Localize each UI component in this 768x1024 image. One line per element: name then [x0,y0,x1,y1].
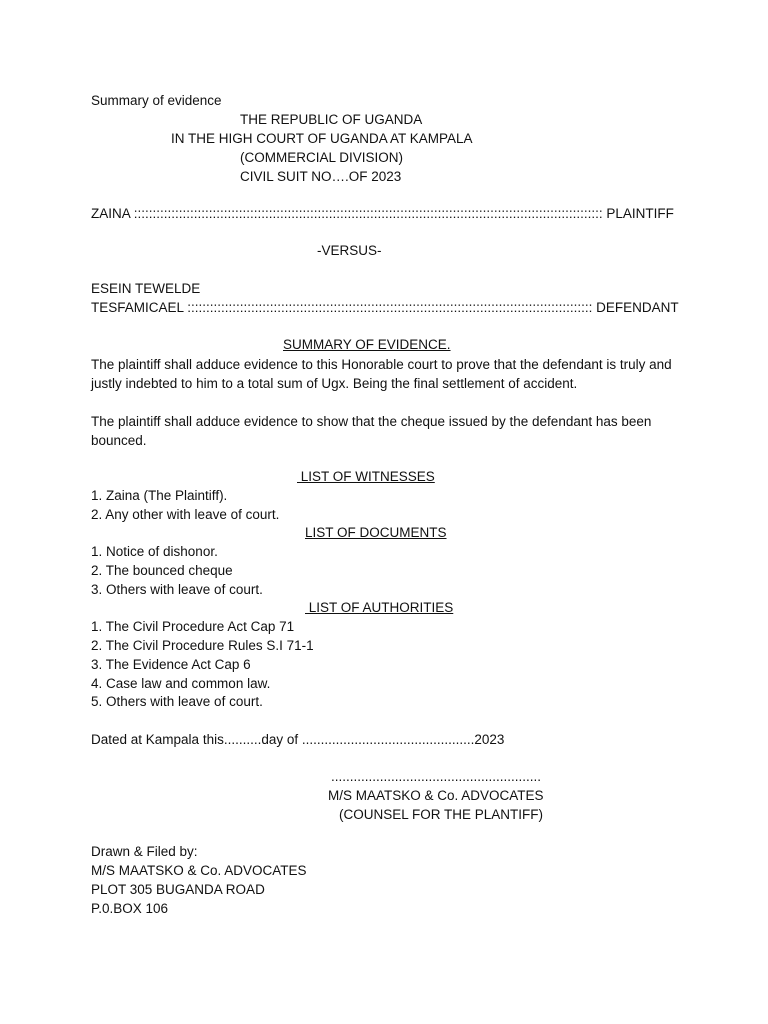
filed-by-label: Drawn & Filed by: [91,844,198,859]
documents-heading: LIST OF DOCUMENTS [305,525,447,540]
authorities-heading: LIST OF AUTHORITIES [305,600,454,615]
authority-item: 4. Case law and common law. [91,676,271,691]
defendant-line: TESFAMICAEL :::::::::::::::::::::::::::::::::::::::::::::::::::::::::::::::::::::::::::::::::::::::::::::::::::::::::::: DEFENDANT [91,300,679,315]
authority-item: 5. Others with leave of court. [91,694,263,709]
dated-line: Dated at Kampala this..........day of ..............................................2023 [91,732,505,747]
republic-heading: THE REPUBLIC OF UGANDA [240,112,423,127]
document-label: Summary of evidence [91,93,222,108]
document-item: 1. Notice of dishonor. [91,544,218,559]
witnesses-heading: LIST OF WITNESSES [297,469,435,484]
document-item: 2. The bounced cheque [91,563,233,578]
counsel-role: (COUNSEL FOR THE PLANTIFF) [339,807,544,822]
summary-paragraph-2: The plaintiff shall adduce evidence to show that the cheque issued by the defendant has been bounced. [91,414,652,448]
summary-heading: SUMMARY OF EVIDENCE. [283,337,451,352]
plaintiff-line: ZAINA ::::::::::::::::::::::::::::::::::::::::::::::::::::::::::::::::::::::::::::::::::::::::::::::::::::::::::::::::::::::::::::: PLAINTIFF [91,206,674,221]
defendant-name: ESEIN TEWELDE [91,281,201,296]
suit-number: CIVIL SUIT NO….OF 2023 [240,169,402,184]
versus-label: -VERSUS- [317,243,382,258]
filed-by-box: P.0.BOX 106 [91,901,169,916]
filed-by-address: PLOT 305 BUGANDA ROAD [91,882,265,897]
authority-item: 3. The Evidence Act Cap 6 [91,657,251,672]
summary-paragraph-1: The plaintiff shall adduce evidence to this Honorable court to prove that the defendant is truly and justly indebted to him to a total sum of Ugx. Being the final settlement of accident. [91,357,672,391]
document-item: 3. Others with leave of court. [91,582,263,597]
counsel-firm: M/S MAATSKO & Co. ADVOCATES [328,788,544,803]
signature-line: ........................................................ [331,769,542,784]
witness-item: 2. Any other with leave of court. [91,507,280,522]
authority-item: 1. The Civil Procedure Act Cap 71 [91,619,295,634]
witness-item: 1. Zaina (The Plaintiff). [91,488,228,503]
court-heading: IN THE HIGH COURT OF UGANDA AT KAMPALA [171,131,473,146]
filed-by-firm: M/S MAATSKO & Co. ADVOCATES [91,863,307,878]
authority-item: 2. The Civil Procedure Rules S.I 71-1 [91,638,314,653]
division-heading: (COMMERCIAL DIVISION) [240,150,404,165]
